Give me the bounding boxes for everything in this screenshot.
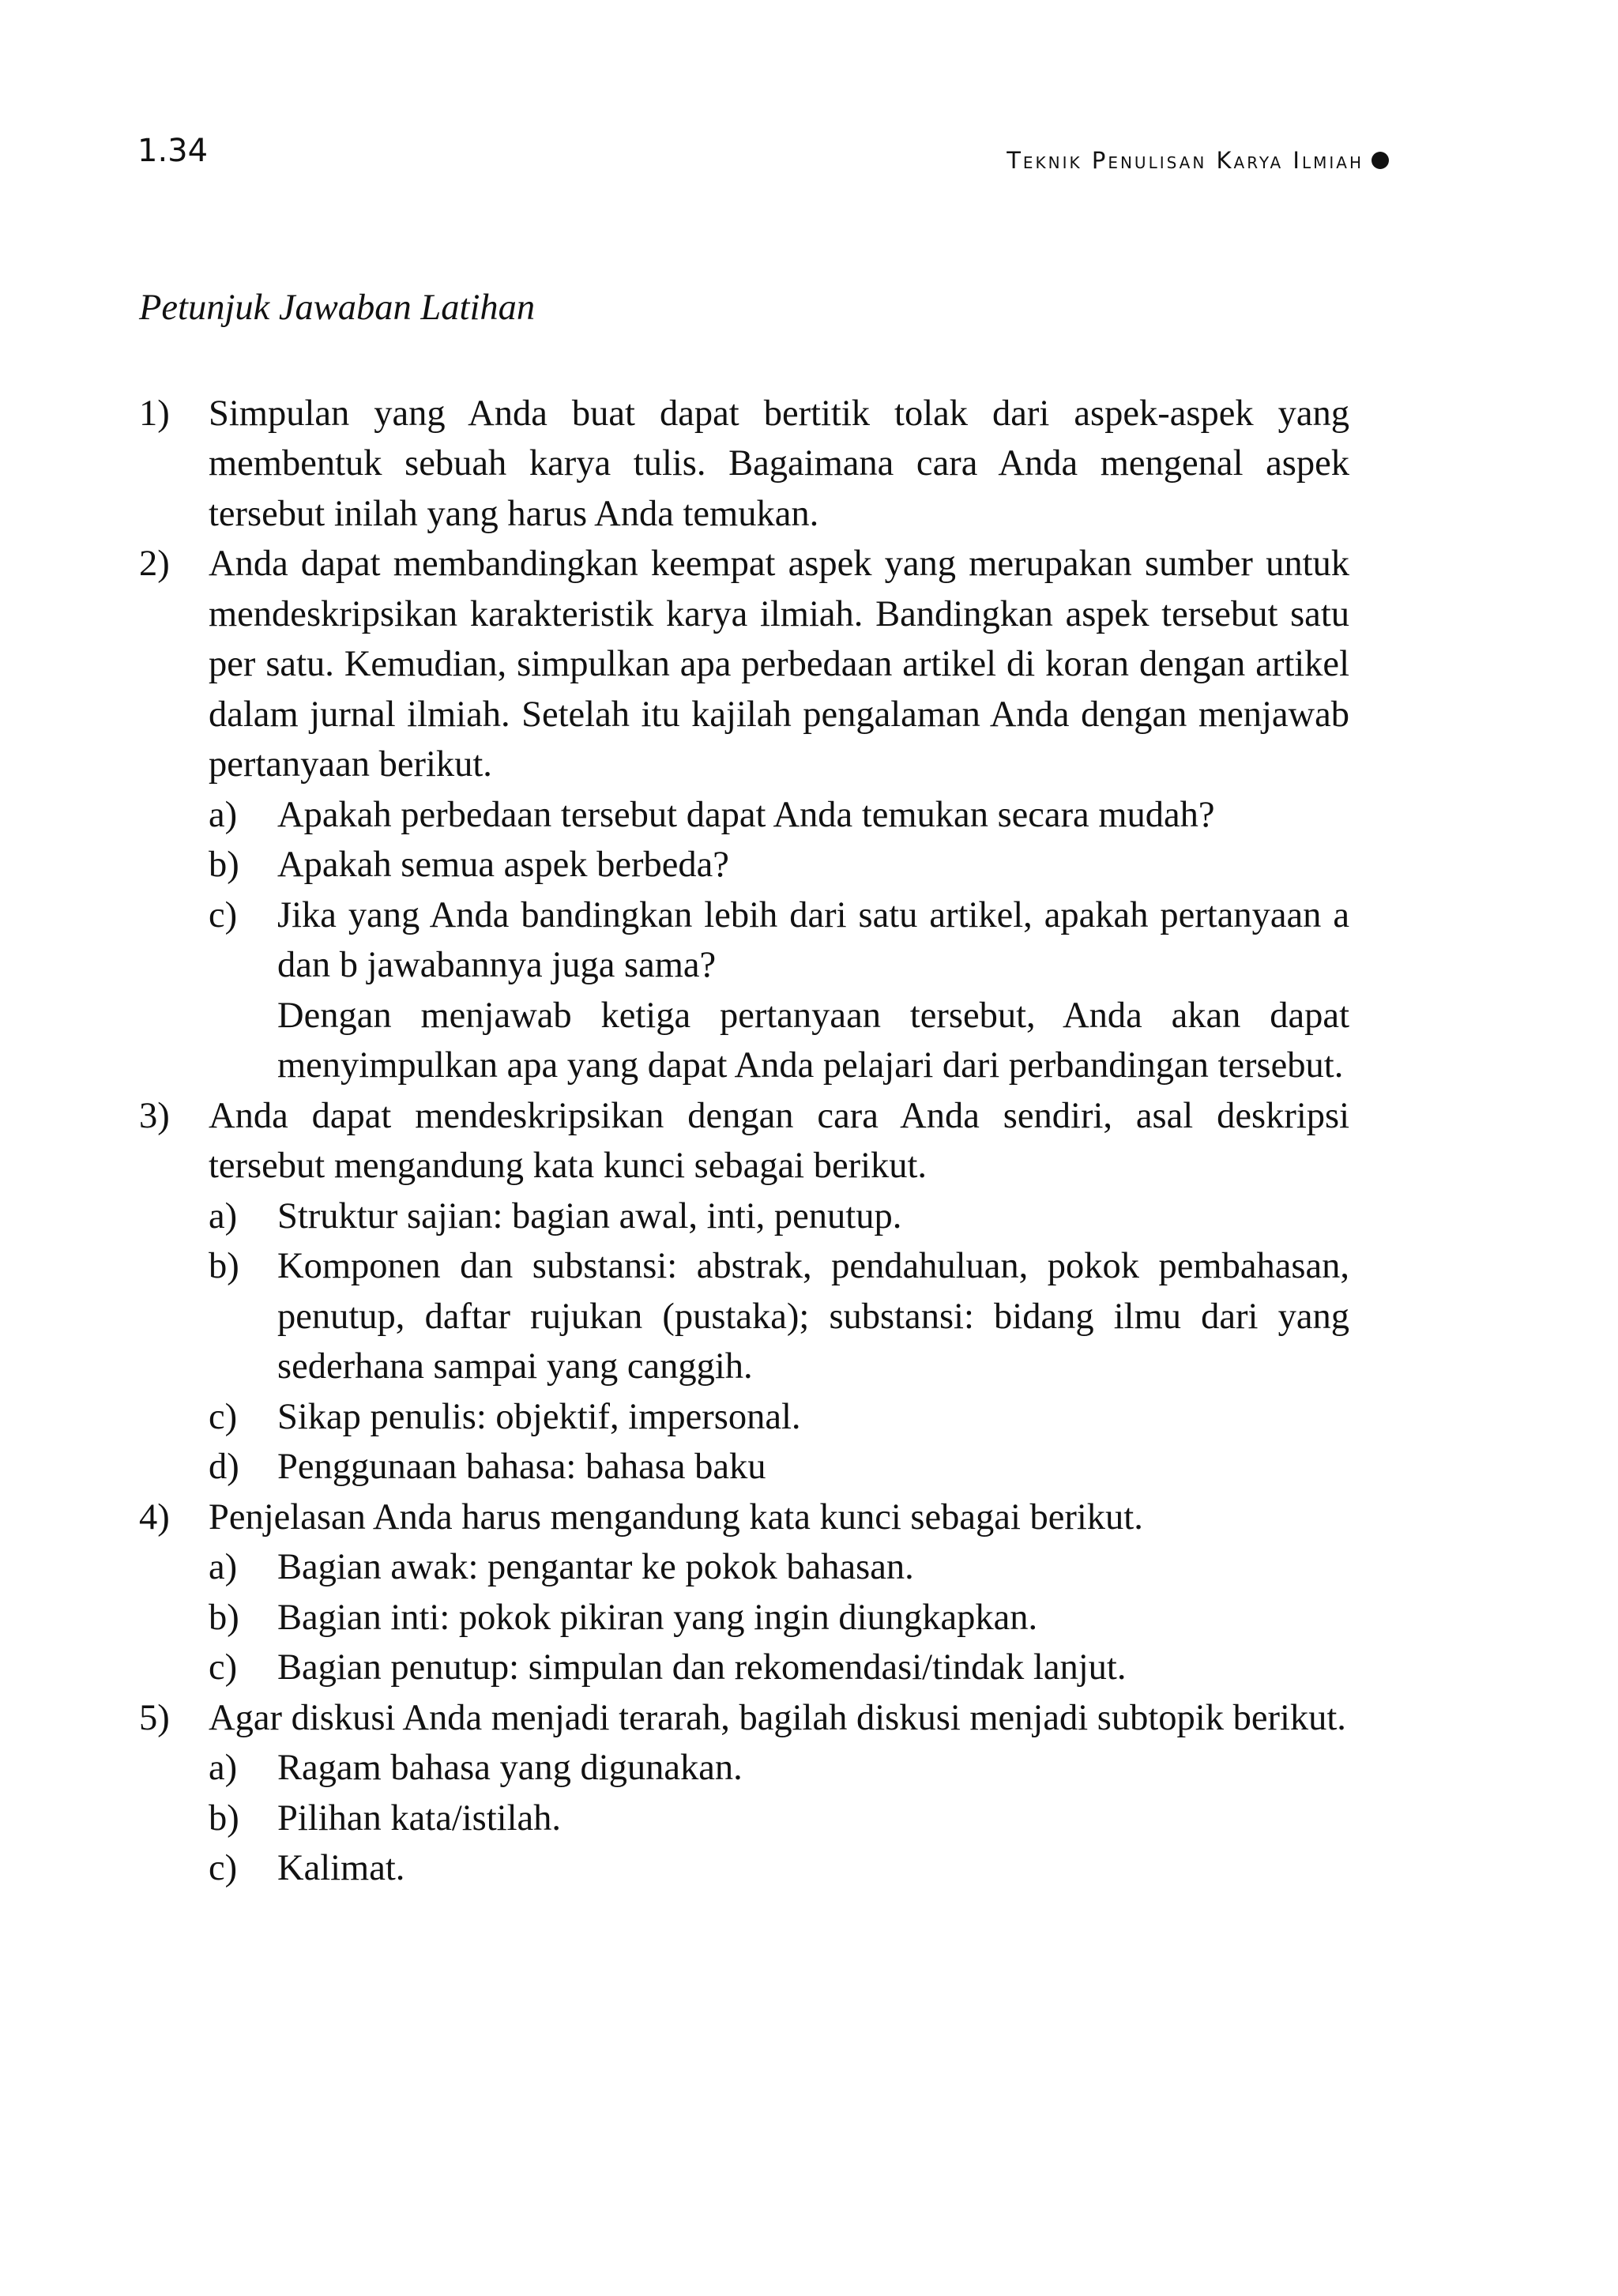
sub-list-item xyxy=(209,840,1349,890)
sub-item-text: Kalimat. xyxy=(277,1848,405,1888)
item-number: 5) xyxy=(139,1697,170,1738)
sub-item-text: Jika yang Anda bandingkan lebih dari satu artikel, apakah pertanyaan a dan b jawabannya juga sama? xyxy=(277,894,1349,985)
list-item xyxy=(139,389,1349,540)
sub-item-text: Sikap penulis: objektif, impersonal. xyxy=(277,1396,801,1437)
sub-list-item xyxy=(209,1743,1349,1794)
sub-item-number: b) xyxy=(209,1597,239,1638)
sub-item-text: Ragam bahasa yang digunakan. xyxy=(277,1748,743,1788)
sub-item-text: Bagian inti: pokok pikiran yang ingin diungkapkan. xyxy=(277,1597,1038,1638)
sub-list-item xyxy=(209,1442,1349,1492)
sub-list-item xyxy=(209,1794,1349,1844)
sub-item-number: a) xyxy=(209,1748,238,1788)
sub-list-item xyxy=(209,1392,1349,1443)
bullet-icon xyxy=(1372,152,1389,169)
sub-item-number: c) xyxy=(209,1396,238,1437)
sub-item-text: Komponen dan substansi: abstrak, pendahuluan, pokok pembahasan, penutup, daftar rujukan (pustaka); substansi: bidang ilmu dari yang sederhana sampai yang canggih. xyxy=(277,1246,1349,1387)
sub-list-item xyxy=(209,1643,1349,1693)
sub-item-text: Apakah perbedaan tersebut dapat Anda temukan secara mudah? xyxy=(277,794,1215,835)
list-item xyxy=(139,1091,1349,1492)
sub-item-text: Bagian penutup: simpulan dan rekomendasi/tindak lanjut. xyxy=(277,1647,1127,1688)
sub-item-text: Bagian awak: pengantar ke pokok bahasan. xyxy=(277,1547,914,1587)
list-item xyxy=(139,539,1349,1091)
item-number: 3) xyxy=(139,1095,170,1136)
sub-list xyxy=(209,1542,1349,1693)
sub-item-number: c) xyxy=(209,1647,238,1688)
running-head: Teknik Penulisan Karya Ilmiah xyxy=(1007,147,1364,174)
item-text: Penjelasan Anda harus mengandung kata kunci sebagai berikut. xyxy=(209,1496,1143,1538)
item-number: 1) xyxy=(139,393,170,434)
sub-list xyxy=(209,1191,1349,1492)
sub-list xyxy=(209,790,1349,1091)
continuation-text: Dengan menjawab ketiga pertanyaan tersebut, Anda akan dapat menyimpulkan apa yang dapat Anda pelajari dari perbandingan tersebut. xyxy=(277,995,1349,1086)
list-item xyxy=(139,1492,1349,1693)
item-text: Simpulan yang Anda buat dapat bertitik tolak dari aspek-aspek yang membentuk sebuah karya tulis. Bagaimana cara Anda mengenal aspek tersebut inilah yang harus Anda temukan. xyxy=(209,393,1349,534)
sub-item-number: c) xyxy=(209,894,238,935)
sub-list-item xyxy=(209,1593,1349,1643)
item-text: Anda dapat mendeskripsikan dengan cara Anda sendiri, asal deskripsi tersebut mengandung kata kunci sebagai berikut. xyxy=(209,1095,1349,1186)
sub-list-continuation xyxy=(209,991,1349,1091)
item-text: Agar diskusi Anda menjadi terarah, bagilah diskusi menjadi subtopik berikut. xyxy=(209,1697,1346,1738)
sub-item-text: Pilihan kata/istilah. xyxy=(277,1797,562,1839)
page-number: 1.34 xyxy=(137,133,209,169)
sub-item-number: a) xyxy=(209,1547,238,1587)
sub-list-item xyxy=(209,790,1349,841)
sub-list-item xyxy=(209,890,1349,991)
sub-item-number: a) xyxy=(209,1195,238,1236)
sub-item-number: c) xyxy=(209,1848,238,1888)
section-title: Petunjuk Jawaban Latihan xyxy=(139,288,536,328)
sub-item-text: Struktur sajian: bagian awal, inti, penutup. xyxy=(277,1195,902,1236)
item-text: Anda dapat membandingkan keempat aspek yang merupakan sumber untuk mendeskripsikan karakteristik karya ilmiah. Bandingkan aspek tersebut satu per satu. Kemudian, simpulkan apa perbedaan artikel di koran dengan artikel dalam jurnal ilmiah. Setelah itu kajilah pengalaman Anda dengan menjawab pertanyaan berikut. xyxy=(209,544,1349,785)
sub-item-text: Apakah semua aspek berbeda? xyxy=(277,845,729,885)
sub-list xyxy=(209,1743,1349,1894)
sub-list-item xyxy=(209,1191,1349,1242)
sub-list-item xyxy=(209,1542,1349,1593)
sub-item-number: b) xyxy=(209,1246,239,1286)
sub-item-text: Penggunaan bahasa: bahasa baku xyxy=(277,1447,766,1487)
sub-list-item xyxy=(209,1241,1349,1392)
sub-list-item xyxy=(209,1843,1349,1894)
sub-item-number: b) xyxy=(209,845,239,885)
sub-item-number: b) xyxy=(209,1797,239,1839)
sub-item-number: d) xyxy=(209,1447,239,1487)
sub-item-number: a) xyxy=(209,794,238,835)
list-item xyxy=(139,1693,1349,1894)
answer-list xyxy=(139,389,1349,1894)
item-number: 2) xyxy=(139,544,170,584)
item-number: 4) xyxy=(139,1496,170,1538)
page-content xyxy=(139,283,1349,1894)
